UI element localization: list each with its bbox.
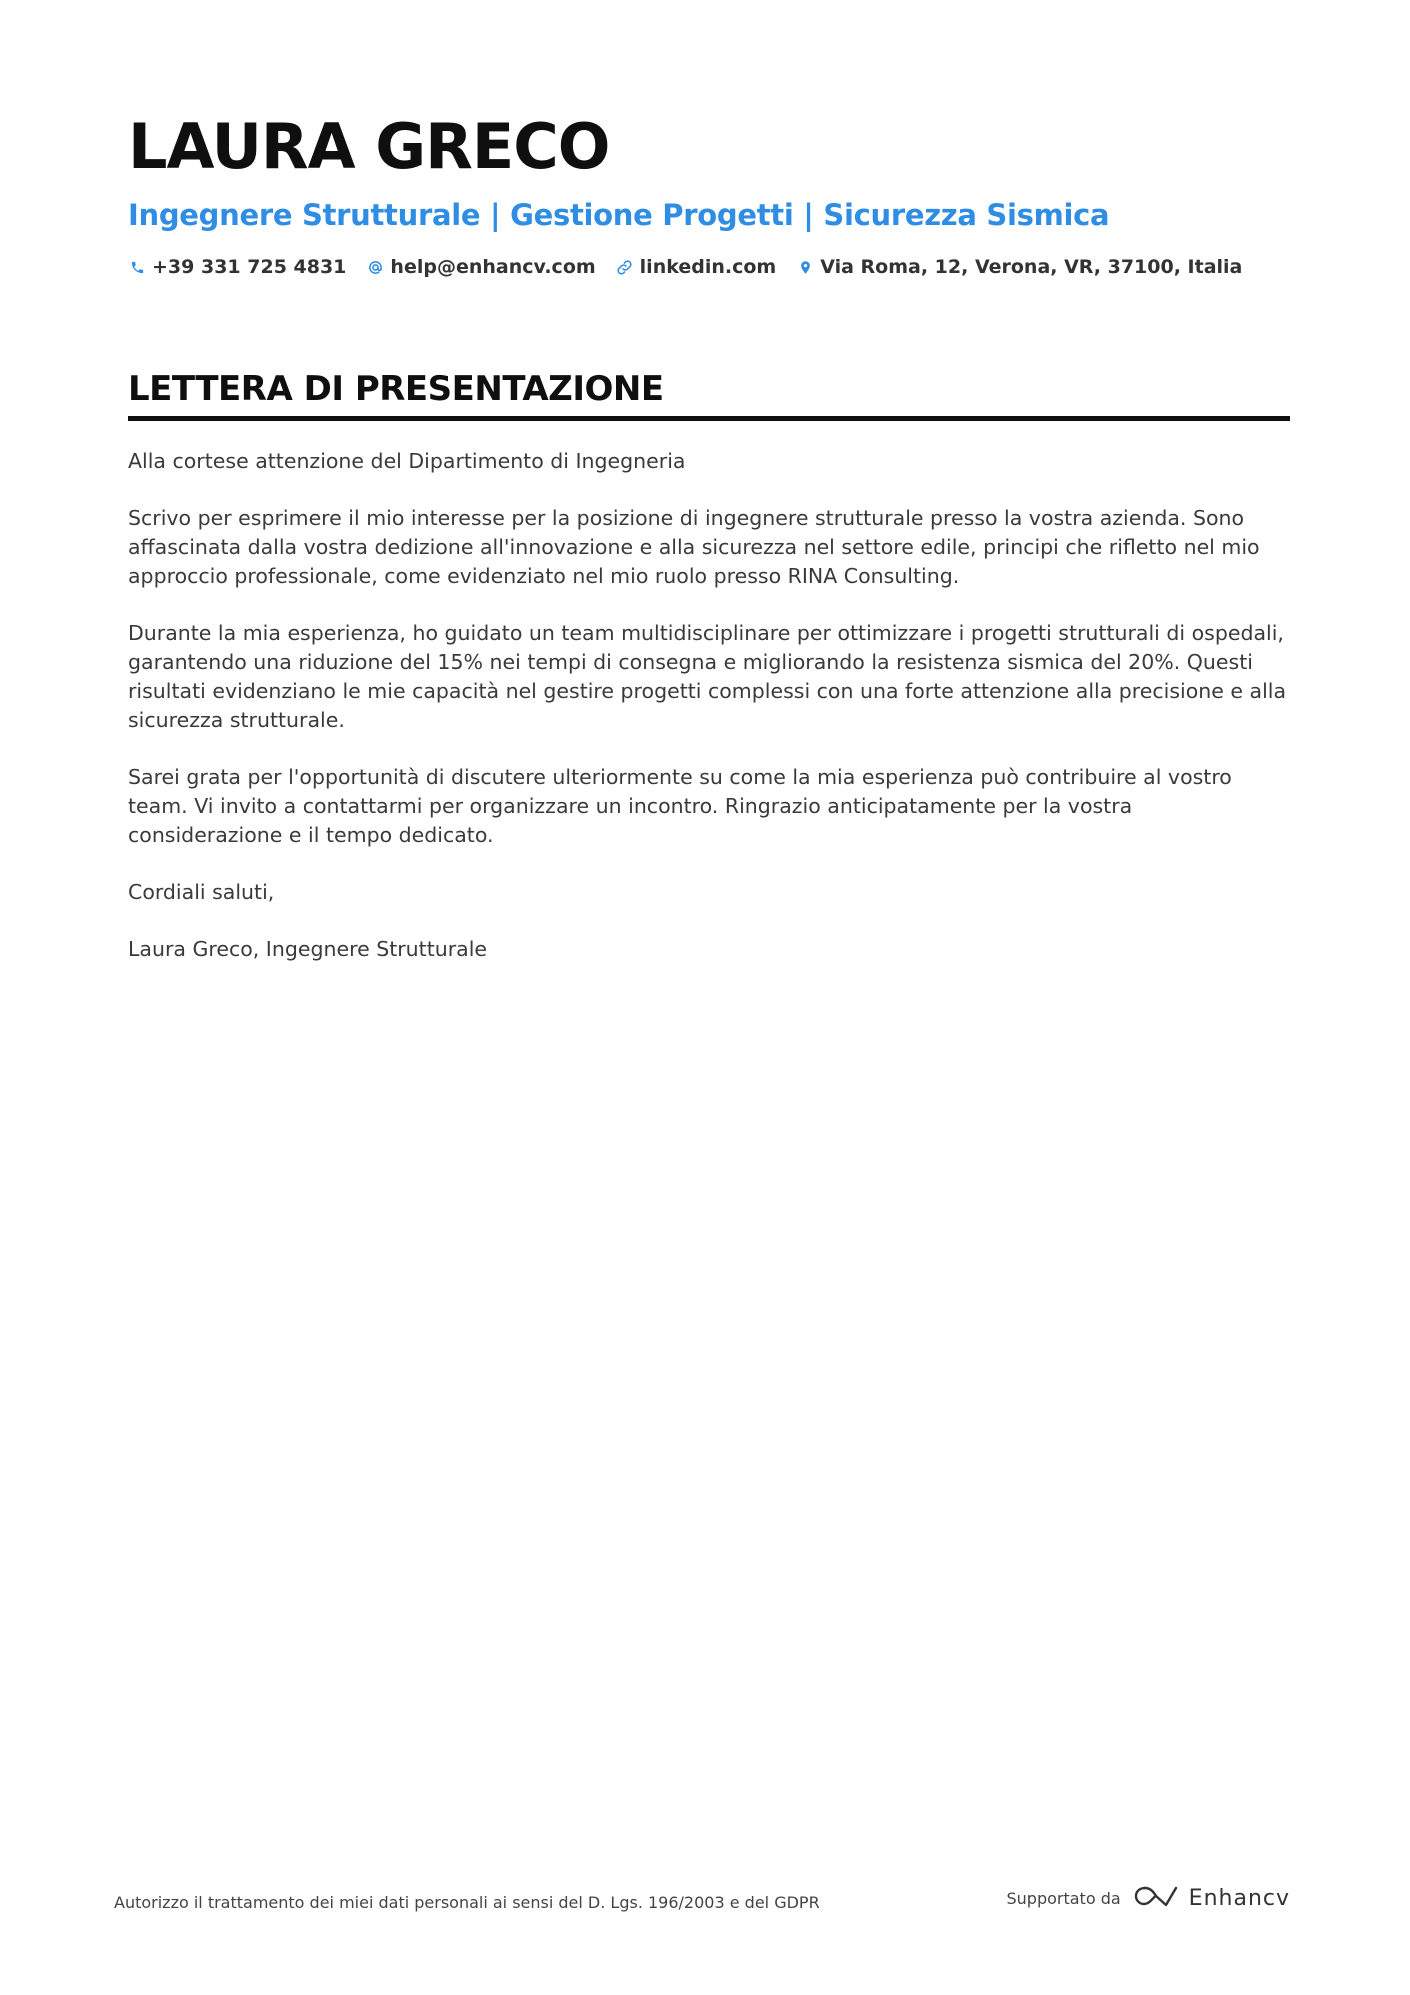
letter-body	[128, 447, 1290, 964]
contact-linkedin[interactable]	[616, 256, 777, 278]
phone-text: +39 331 725 4831	[152, 256, 347, 278]
privacy-consent: Autorizzo il trattamento dei miei dati personali ai sensi del D. Lgs. 196/2003 e del GDPR	[114, 1893, 820, 1912]
candidate-name: LAURA GRECO	[128, 110, 610, 183]
contact-bar	[128, 256, 1288, 278]
header	[128, 108, 1288, 278]
at-icon	[366, 258, 384, 276]
section-divider	[128, 416, 1290, 421]
letter-closing: Cordiali saluti,	[128, 880, 275, 904]
letter-paragraph: Sarei grata per l'opportunità di discutere ulteriormente su come la mia esperienza può contribuire al vostro team. Vi invito a contattarmi per organizzare un incontro. Ringrazio anticipatamente per la vostra considerazione e il tempo dedicato.	[128, 765, 1232, 847]
linkedin-text: linkedin.com	[639, 256, 777, 278]
phone-icon	[128, 258, 146, 276]
brand-name: Enhancv	[1188, 1885, 1290, 1911]
letter-paragraph: Durante la mia esperienza, ho guidato un team multidisciplinare per ottimizzare i progetti strutturali di ospedali, garantendo una riduzione del 15% nei tempi di consegna e migliorando la resistenza sismica del 20%. Questi risultati evidenziano le mie capacità nel gestire progetti complessi con una forte attenzione alla precisione e alla sicurezza strutturale.	[128, 621, 1287, 732]
contact-phone[interactable]	[128, 256, 346, 278]
powered-by-label: Supportato da	[1006, 1888, 1121, 1908]
contact-email[interactable]	[366, 256, 595, 278]
enhancv-logo-icon	[1133, 1884, 1179, 1912]
candidate-title: Ingegnere Strutturale | Gestione Progetti | Sicurezza Sismica	[128, 198, 1110, 232]
cover-letter-section	[128, 366, 1290, 992]
powered-by[interactable]	[1007, 1884, 1291, 1912]
location-pin-icon	[796, 258, 814, 276]
letter-paragraph: Scrivo per esprimere il mio interesse per la posizione di ingegnere strutturale presso la vostra azienda. Sono affascinata dalla vostra dedizione all'innovazione e alla sicurezza nel settore edile, principi che rifletto nel mio approccio professionale, come evidenziato nel mio ruolo presso RINA Consulting.	[128, 506, 1260, 588]
contact-address	[796, 256, 1242, 278]
section-heading: LETTERA DI PRESENTAZIONE	[128, 369, 664, 409]
address-text: Via Roma, 12, Verona, VR, 37100, Italia	[820, 256, 1243, 278]
letter-signature: Laura Greco, Ingegnere Strutturale	[128, 937, 488, 961]
link-icon	[616, 258, 634, 276]
email-text: help@enhancv.com	[390, 256, 596, 278]
letter-salutation: Alla cortese attenzione del Dipartimento di Ingegneria	[128, 449, 686, 473]
